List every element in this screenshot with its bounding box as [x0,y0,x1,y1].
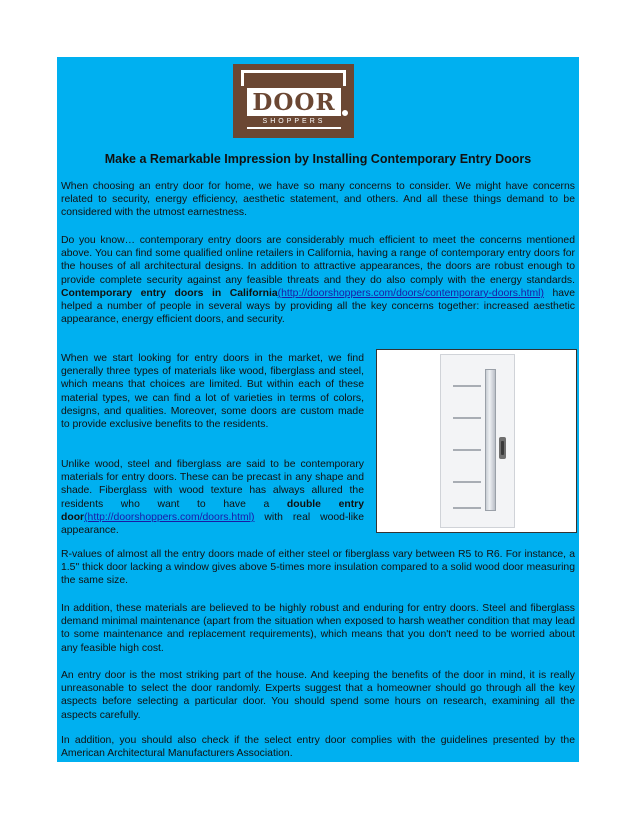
paragraph-6: In addition, these materials are believed to be highly robust and enduring for entry doors. Steel and fiberglass demand minimal maintenance (apart from the situation when exposed to harsh weather condition that may lead to some maintenance and replacement requirements), which means that you don't need to be worried about any feasible high cost. [61,603,575,654]
logo-frame-left [241,70,244,86]
logo-panel [245,86,343,131]
paragraph-4 [61,458,364,537]
paragraph-8: In addition, you should also check if the select entry door complies with the guidelines presented by the American Architectural Manufacturers Association. [61,735,575,760]
paragraph-2-text-b: have helped a number of people in several ways by providing all the key concerns together: increased aesthetic appearance, energy efficient doors, and security. [61,287,575,326]
paragraph-4-bold: double entry door [61,498,364,523]
door-photo [440,354,515,528]
paragraph-7: An entry door is the most striking part of the house. And keeping the benefits of the door in mind, it is really unreasonable to select the door randomly. Experts suggest that a homeowner should go through all the key aspects before selecting a particular door. You should spend some hours on research, examining all the aspects carefully. [61,670,575,721]
door-glass-panel [485,369,496,511]
door-image [376,349,577,533]
paragraph-5: R-values of almost all the entry doors made of either steel or fiberglass vary between R5 to R6. For instance, a 1.5" thick door lacking a window gives above 5-times more insulation compared to a solid wood door measuring the same size. [61,549,575,587]
paragraph-1: When choosing an entry door for home, we have so many concerns to consider. We might have concerns related to security, energy efficiency, aesthetic statement, and others. And all these things demand to be considered with the utmost earnestness. [61,181,575,219]
logo-frame-right [343,70,346,86]
logo-frame-top [241,70,346,73]
logo-word: DOOR [252,89,336,116]
paragraph-2-bold: Contemporary entry doors in California [61,287,278,299]
logo-knob-icon [341,109,349,117]
paragraph-4-text-a: Unlike wood, steel and fiberglass are said to be contemporary materials for entry doors. These can be precast in any shape and shade. Fiberglass with wood texture has always allured the residents who want to have a [61,459,364,510]
door-groove [453,481,481,483]
door-shoppers-logo [233,64,354,138]
document-page [57,57,579,762]
door-groove [453,385,481,387]
door-groove [453,449,481,451]
logo-subtitle: SHOPPERS [247,116,341,127]
paragraph-2-text-a: Do you know… contemporary entry doors are considerably much efficient to meet the concerns mentioned above. You can find some qualified online retailers in California, having a range of contemporary entry doors for the houses of all architectural designs. In addition to attractive appearances, the doors are robust enough to provide complete security against any feasible threats and they do also comply with the energy standards. [61,235,575,286]
door-groove [453,417,481,419]
contemporary-doors-link[interactable]: (http://doorshoppers.com/doors/contemporary-doors.html) [277,287,544,299]
paragraph-2 [61,234,575,326]
article-title: Make a Remarkable Impression by Installing Contemporary Entry Doors [104,152,532,166]
door-groove [453,507,481,509]
door-handle-icon [501,441,504,455]
paragraph-3: When we start looking for entry doors in the market, we find generally three types of materials like wood, fiberglass and steel, which means that choices are limited. But within each of these material types, we can find a lot of varieties in terms of colors, designs, and qualities. Moreover, some doors are custom made to provide exclusive benefits to the residents. [61,353,364,431]
double-entry-door-link[interactable]: (http://doorshoppers.com/doors.html) [84,511,255,523]
paragraph-4-text-b: with real wood-like appearance. [61,511,364,537]
